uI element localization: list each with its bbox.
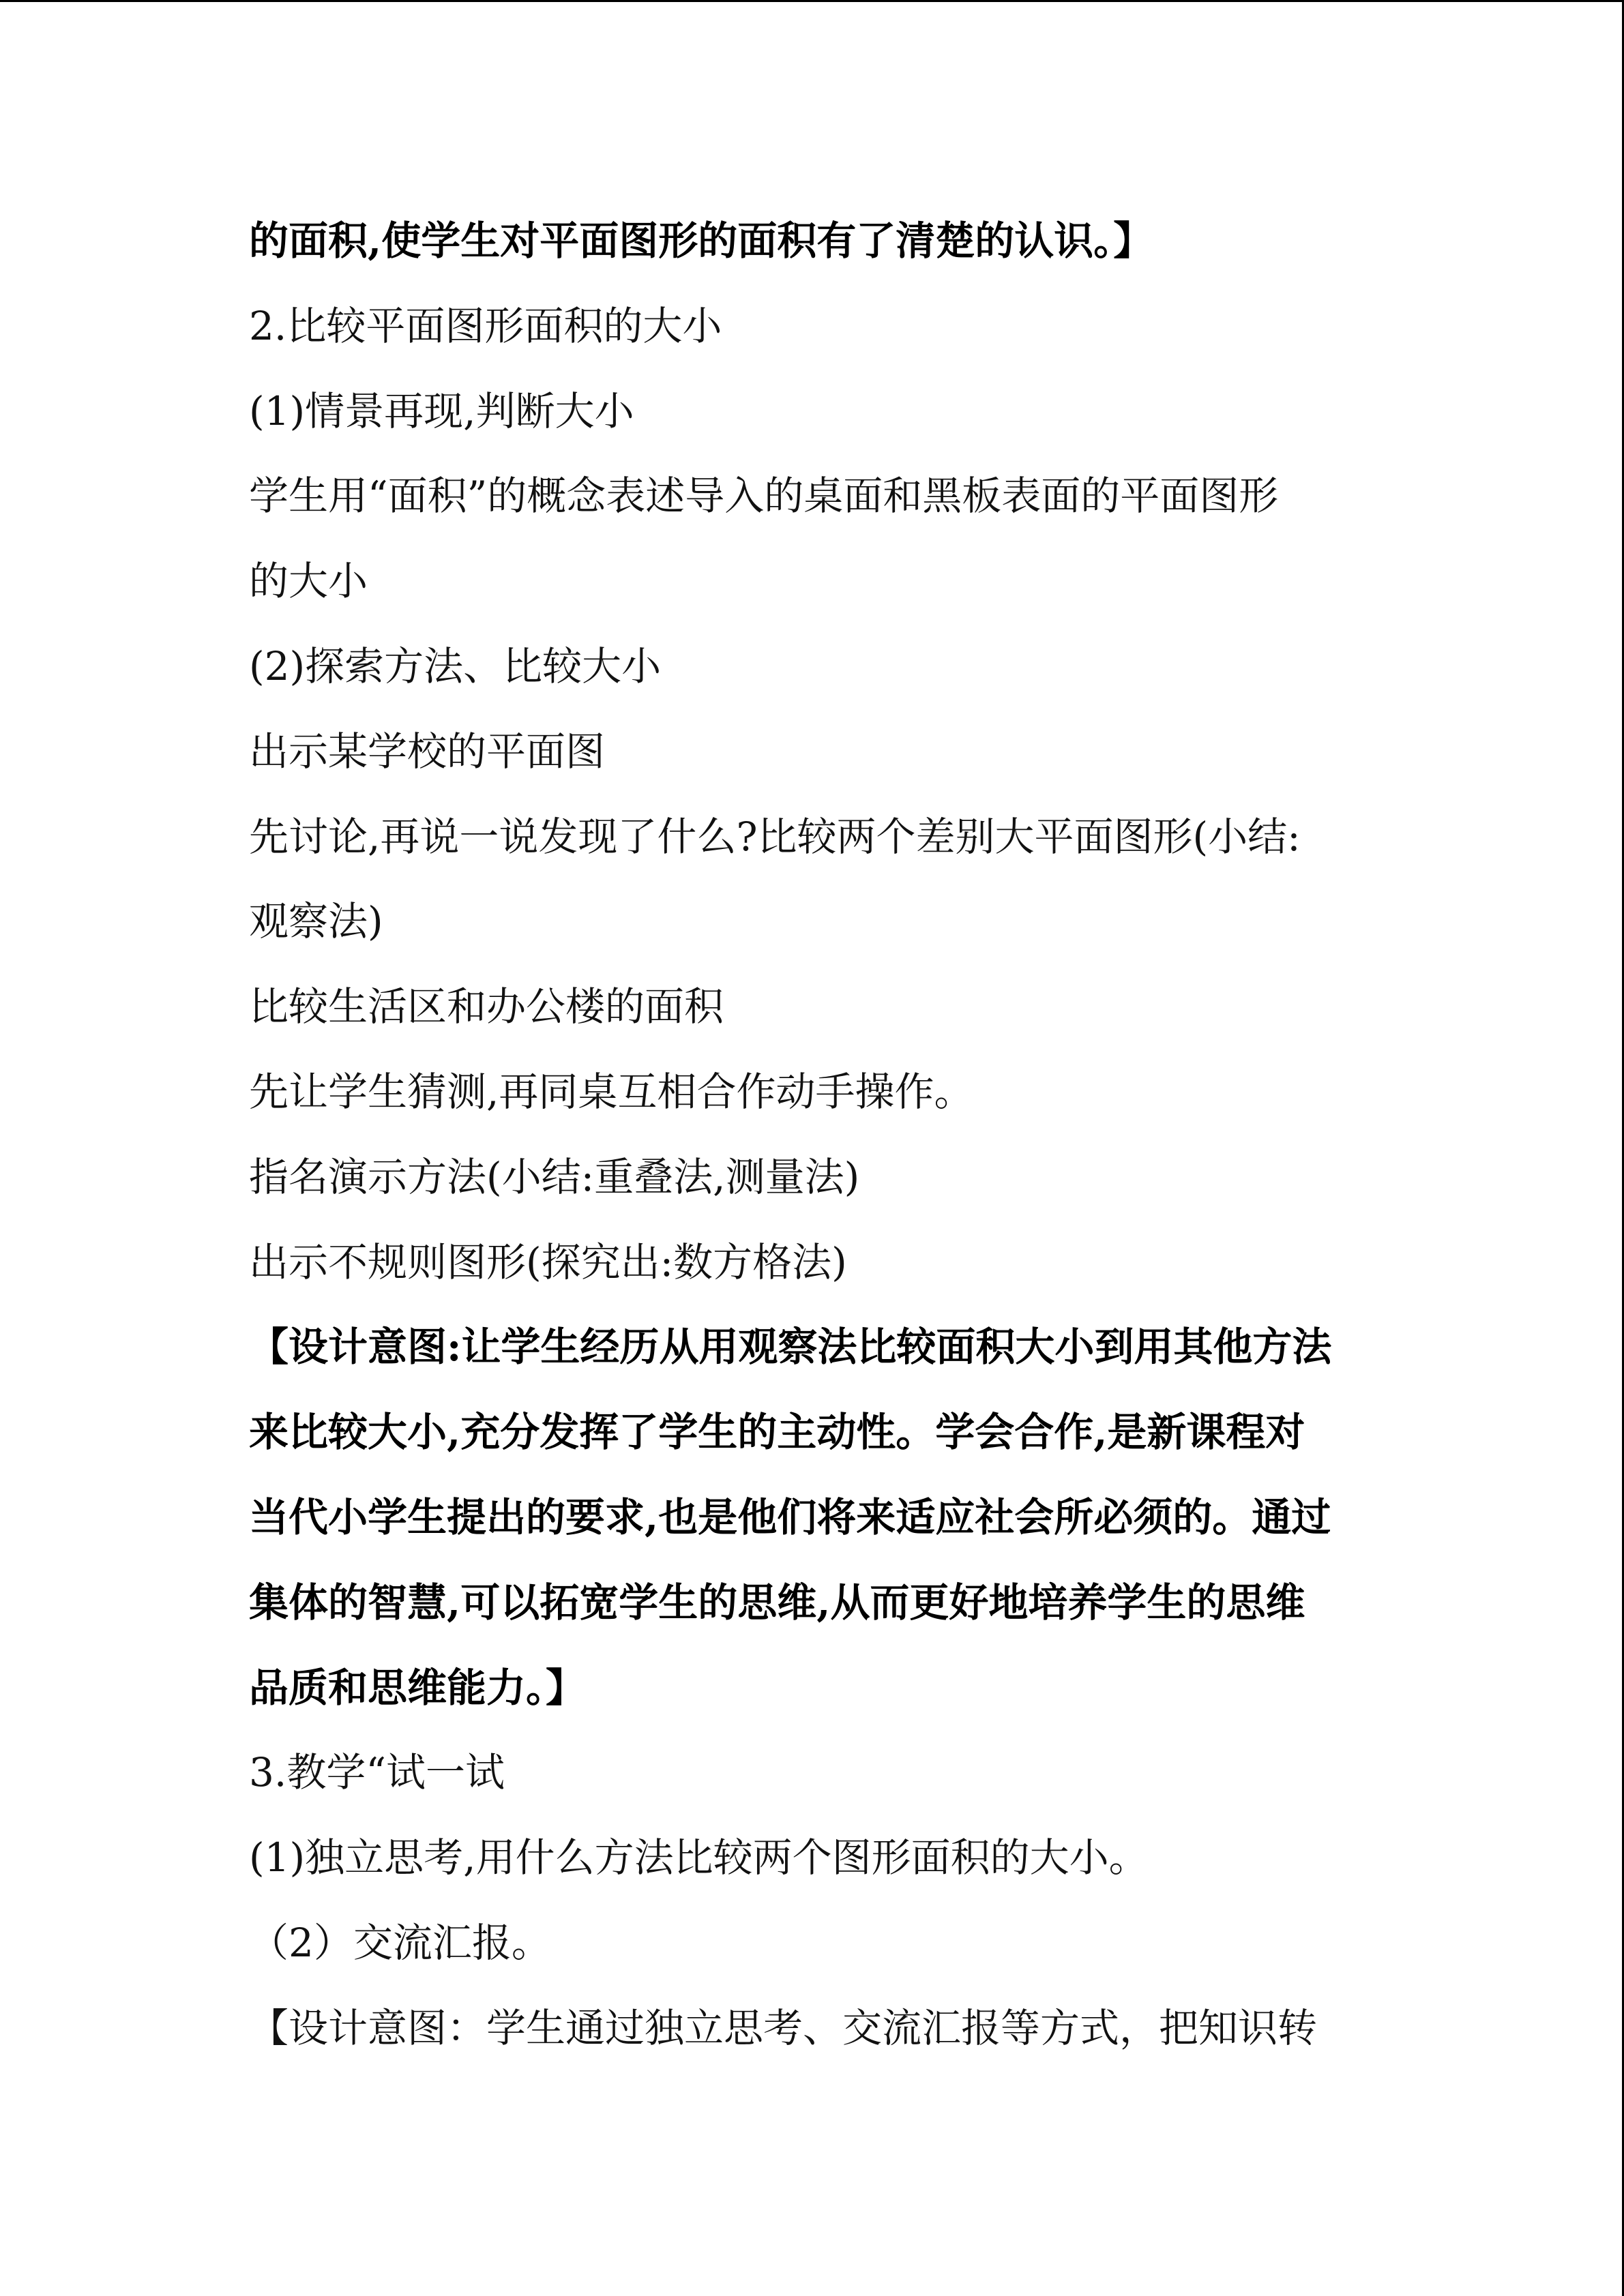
design-intent-text: 当代小学生提出的要求,也是他们将来适应社会所必须的。通过 [249,1493,1331,1540]
subsection-heading: (2)探索方法、比较大小 [249,642,662,689]
body-text: 的大小 [249,558,368,605]
body-text: 出示某学校的平面图 [249,728,606,775]
body-text: 比较生活区和办公楼的面积 [249,983,724,1030]
body-text: 先让学生猜测,再同桌互相合作动手操作。 [249,1068,974,1115]
design-intent-text: 集体的智慧,可以拓宽学生的思维,从而更好地培养学生的思维 [249,1579,1305,1626]
body-text: 指名演示方法(小结:重叠法,测量法) [249,1153,860,1200]
design-intent-text: 品质和思维能力。】 [249,1664,586,1711]
body-text: 学生用“面积”的概念表述导入的桌面和黑板表面的平面图形 [249,473,1279,520]
section-heading: 3.教学“试一试 [249,1749,505,1796]
body-text: 出示不规则图形(探究出:数方格法) [249,1238,847,1285]
design-intent-text: 【设计意图:让学生经历从用观察法比较面积大小到用其他方法 [249,1324,1332,1371]
subsection-heading: (1)情景再现,判断大小 [249,387,634,434]
subsection-heading: (1)独立思考,用什么方法比较两个图形面积的大小。 [249,1834,1149,1881]
design-intent-text: 的面积,使学生对平面图形的面积有了清楚的认识。】 [249,218,1153,264]
design-intent-text: 来比较大小,充分发挥了学生的主动性。学会合作,是新课程对 [249,1409,1305,1456]
document-body [249,198,1477,2071]
subsection-heading: （2）交流汇报。 [249,1919,551,1966]
design-intent-text: 【设计意图：学生通过独立思考、交流汇报等方式，把知识转 [249,2004,1318,2051]
body-text: 先讨论,再说一说发现了什么?比较两个差别大平面图形(小结: [249,813,1301,860]
body-text: 观察法) [249,898,383,945]
section-heading: 2.比较平面图形面积的大小 [249,302,722,349]
